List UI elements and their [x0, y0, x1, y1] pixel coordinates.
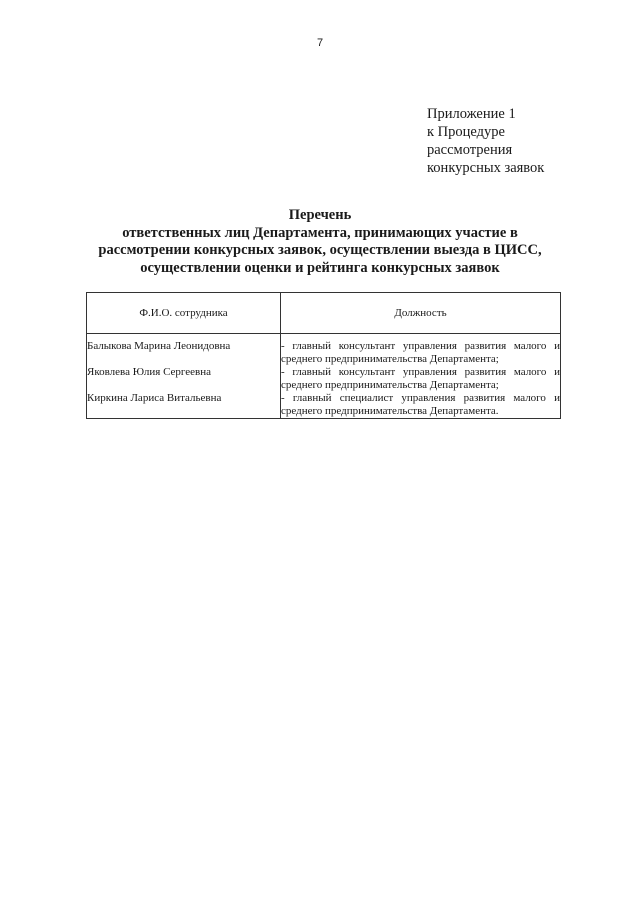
employee-name: Яковлева Юлия Сергеевна [87, 366, 281, 392]
appendix-note [427, 105, 607, 177]
appendix-line: конкурсных заявок [427, 160, 545, 176]
column-header-position: Должность [281, 293, 561, 334]
page-number: 7 [316, 37, 324, 49]
employee-position: - главный специалист управления развития малого и среднего предпринимательства Департамента. [281, 392, 560, 417]
employee-position: - главный консультант управления развития малого и среднего предпринимательства Департамента; [281, 366, 560, 391]
column-header-name: Ф.И.О. сотрудника [87, 293, 281, 334]
document-title [60, 207, 580, 277]
employee-name: Балыкова Марина Леонидовна [87, 334, 281, 367]
title-line: ответственных лиц Департамента, принимающих участие в [122, 224, 518, 241]
appendix-line: Приложение 1 [427, 106, 516, 122]
title-line: осуществлении оценки и рейтинга конкурсных заявок [140, 259, 500, 276]
appendix-line: рассмотрения [427, 142, 513, 158]
employee-position: - главный консультант управления развития малого и среднего предпринимательства Департамента; [281, 334, 561, 367]
title-line: рассмотрении конкурсных заявок, осуществлении выезда в ЦИСС, [98, 242, 542, 258]
table-header-row [87, 293, 561, 334]
appendix-line: к Процедуре [427, 124, 505, 140]
title-line: Перечень [288, 207, 352, 223]
table-row [87, 366, 561, 392]
responsible-persons-table [86, 292, 561, 419]
table-row [87, 392, 561, 419]
employee-name: Киркина Лариса Витальевна [87, 392, 281, 419]
table-row [87, 334, 561, 367]
